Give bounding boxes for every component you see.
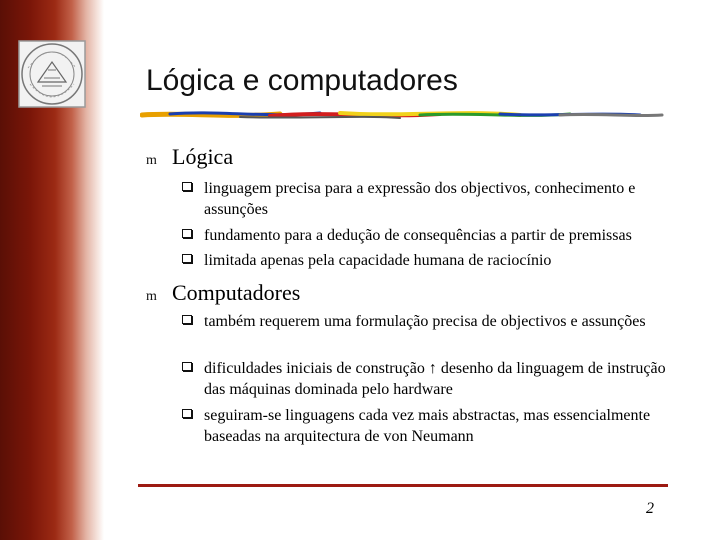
university-seal-icon [18,40,86,108]
list-item [182,178,672,220]
bullet-text: seguiram-se linguagens cada vez mais abstractas, mas essencialmente baseadas na arquitectura de von Neumann [204,407,651,445]
list-item [182,358,672,400]
bullet-text: fundamento para a dedução de consequências a partir de premissas [204,227,632,244]
slide-title: Lógica e computadores [146,64,458,97]
page-number: 2 [646,500,654,517]
section-bullet-icon: m [146,289,157,304]
list-item [182,405,672,447]
list-item [182,250,672,271]
bullet-text: também requerem uma formulação precisa de objectivos e assunções [204,313,646,330]
section-heading-logica-row [146,144,233,170]
checkbox-bullet-icon [182,229,192,238]
checkbox-bullet-icon [182,409,192,418]
bullet-text: limitada apenas pela capacidade humana de raciocínio [204,252,552,269]
crayon-underline-decoration [140,106,666,122]
section-heading-computadores-row [146,280,300,306]
checkbox-bullet-icon [182,362,192,371]
checkbox-bullet-icon [182,315,192,324]
checkbox-bullet-icon [182,254,192,263]
section-bullet-icon: m [146,153,157,168]
checkbox-bullet-icon [182,182,192,191]
section-heading: Computadores [172,280,301,305]
list-item [182,225,672,246]
bullet-text: linguagem precisa para a expressão dos objectivos, conhecimento e assunções [204,180,636,218]
bullet-text: dificuldades iniciais de construção ↑ desenho da linguagem de instrução das máquinas dominada pelo hardware [204,360,666,398]
footer-divider [138,484,668,487]
list-item [182,311,672,353]
section-heading: Lógica [172,144,234,169]
